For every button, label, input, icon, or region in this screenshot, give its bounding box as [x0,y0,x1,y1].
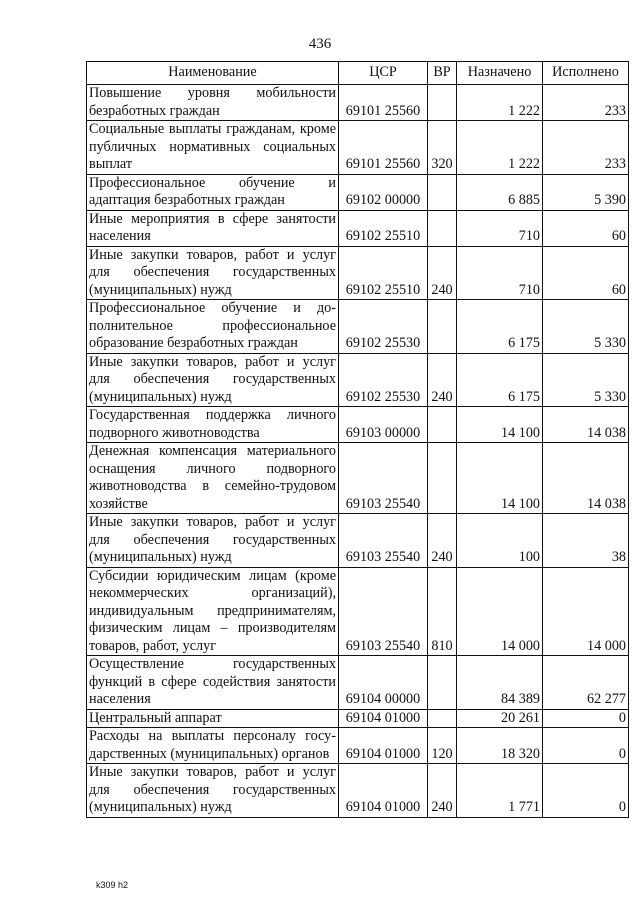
row-assigned: 6 175 [457,353,543,407]
row-vr [428,210,457,246]
row-csr: 69102 25510 [339,210,428,246]
row-assigned: 14 000 [457,567,543,656]
row-csr: 69103 25540 [339,567,428,656]
row-vr: 240 [428,514,457,568]
row-assigned: 6 175 [457,300,543,354]
row-csr: 69102 00000 [339,174,428,210]
row-csr: 69102 25530 [339,300,428,354]
table-row [87,567,629,656]
table-row [87,210,629,246]
row-assigned: 1 222 [457,85,543,121]
row-csr: 69102 25510 [339,246,428,300]
header-assigned: Назначено [457,62,543,85]
row-vr [428,443,457,514]
row-csr: 69103 25540 [339,443,428,514]
row-done: 0 [543,709,629,728]
row-csr: 69104 01000 [339,764,428,818]
row-done: 38 [543,514,629,568]
row-done: 14 000 [543,567,629,656]
table-row [87,764,629,818]
row-vr: 240 [428,246,457,300]
row-done: 233 [543,121,629,175]
row-name: Профессиональное обучение и адаптация безработных граждан [87,174,339,210]
page-number: 436 [308,36,332,52]
row-assigned: 6 885 [457,174,543,210]
row-assigned: 14 100 [457,443,543,514]
table-row [87,514,629,568]
row-csr: 69103 25540 [339,514,428,568]
row-done: 14 038 [543,407,629,443]
row-done: 14 038 [543,443,629,514]
row-vr [428,709,457,728]
row-assigned: 14 100 [457,407,543,443]
row-vr [428,85,457,121]
table-row [87,174,629,210]
row-assigned: 710 [457,210,543,246]
row-name: Иные закупки товаров, работ и услуг для обеспечения государственных (муниципальных) нужд [87,764,339,818]
header-done: Исполнено [543,62,629,85]
budget-table [86,61,629,818]
row-vr [428,300,457,354]
table-row [87,85,629,121]
table-row [87,443,629,514]
row-name: Повышение уровня мобильности безработных граждан [87,85,339,121]
row-done: 0 [543,764,629,818]
row-name: Иные закупки товаров, работ и услуг для обеспечения государственных (муниципальных) нужд [87,246,339,300]
row-csr: 69103 00000 [339,407,428,443]
row-assigned: 1 222 [457,121,543,175]
row-assigned: 84 389 [457,656,543,710]
row-done: 60 [543,210,629,246]
row-name: Иные мероприятия в сфере занятости населения [87,210,339,246]
row-vr: 810 [428,567,457,656]
row-assigned: 710 [457,246,543,300]
row-csr: 69104 01000 [339,709,428,728]
table-row [87,300,629,354]
row-vr: 240 [428,764,457,818]
row-done: 0 [543,728,629,764]
row-name: Иные закупки товаров, работ и услуг для обеспечения государственных (муниципальных) нужд [87,514,339,568]
footer-code: k309 h2 [96,880,129,890]
row-name: Иные закупки товаров, работ и услуг для обеспечения государственных (муниципальных) нужд [87,353,339,407]
row-assigned: 20 261 [457,709,543,728]
row-name: Осуществление государственных функций в сфере содействия занятости населения [87,656,339,710]
row-done: 5 390 [543,174,629,210]
row-done: 5 330 [543,353,629,407]
row-done: 233 [543,85,629,121]
row-done: 62 277 [543,656,629,710]
table-row [87,246,629,300]
table-row [87,407,629,443]
row-csr: 69104 01000 [339,728,428,764]
row-vr: 120 [428,728,457,764]
table-row [87,353,629,407]
row-vr [428,656,457,710]
row-name: Расходы на выплаты персоналу государственных (муниципальных) органов [87,728,339,764]
row-csr: 69101 25560 [339,85,428,121]
row-assigned: 18 320 [457,728,543,764]
header-csr: ЦСР [339,62,428,85]
header-row [87,62,629,85]
row-done: 60 [543,246,629,300]
row-name: Денежная компенсация материального оснащения личного подворного животноводства в семейно-трудовом хозяйстве [87,443,339,514]
row-csr: 69104 00000 [339,656,428,710]
row-assigned: 100 [457,514,543,568]
table-row [87,728,629,764]
table-row [87,121,629,175]
row-vr [428,407,457,443]
row-name: Государственная поддержка личного подворного животноводства [87,407,339,443]
row-assigned: 1 771 [457,764,543,818]
table-row [87,656,629,710]
row-vr [428,174,457,210]
row-name: Профессиональное обучение и дополнительное профессиональное образование безработных граждан [87,300,339,354]
header-name: Наименование [87,62,339,85]
header-vr: ВР [428,62,457,85]
row-csr: 69101 25560 [339,121,428,175]
row-csr: 69102 25530 [339,353,428,407]
row-name: Социальные выплаты гражданам, кроме публичных нормативных социальных выплат [87,121,339,175]
table-row [87,709,629,728]
row-vr: 240 [428,353,457,407]
row-done: 5 330 [543,300,629,354]
row-vr: 320 [428,121,457,175]
row-name: Центральный аппарат [87,709,339,728]
row-name: Субсидии юридическим лицам (кроме некоммерческих организаций), индивидуальным предпринимателям, физическим лицам – производителям товаров, работ, услуг [87,567,339,656]
